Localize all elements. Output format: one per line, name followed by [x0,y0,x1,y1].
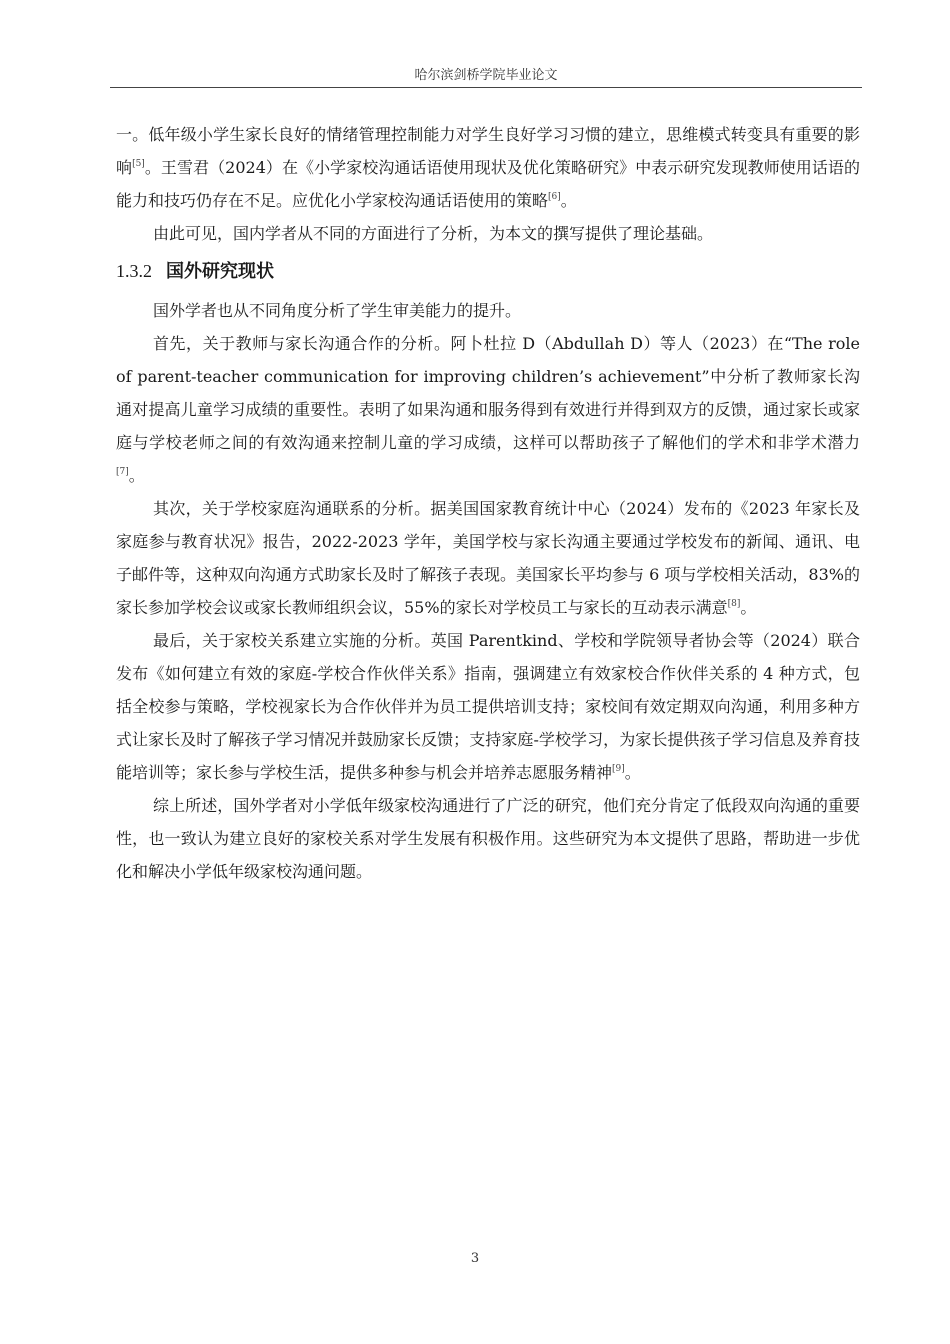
section-title: 国外研究现状 [166,261,274,282]
running-header: 哈尔滨剑桥学院毕业论文 [414,68,558,83]
paragraph-summary: 由此可见，国内学者从不同的方面进行了分析，为本文的撰写提供了理论基础。 [153,224,714,243]
paragraph: 首先，关于教师与家长沟通合作的分析。阿卜杜拉 D（Abdullah D）等人（2023）在“The role of parent-teacher communication for improving children’s achievement”中分析了教师家长沟通对提高儿童学习成绩的重要性。表明了如果沟通和服务得到有效进行并得到双方的反馈，通过家长或家庭与学校老师之间的有效沟通来控制儿童的学习成绩，这样可以帮助孩子了解他们的学术和非学术潜力[7]。 [116,334,860,485]
section-number: 1.3.2 [116,261,152,281]
header-rule [110,87,862,88]
citation-ref: [6] [548,192,561,202]
paragraph: 其次，关于学校家庭沟通联系的分析。据美国国家教育统计中心（2024）发布的《2023 年家长及家庭参与教育状况》报告，2022-2023 学年，美国学校与家长沟通主要通过学校发布的新闻、通讯、电子邮件等，这种双向沟通方式助家长及时了解孩子表现。美国家长平均参与 6 项与学校相关活动，83%的家长参加学校会议或家长教师组织会议，55%的家长对学校员工与家长的互动表示满意[8]。 [116,499,860,617]
citation-ref: [5] [132,159,145,169]
section-heading [116,253,860,290]
citation-ref: [9] [612,764,625,774]
document-body [116,118,860,888]
paragraph-continued: 一。低年级小学生家长良好的情绪管理控制能力对学生良好学习习惯的建立，思维模式转变具有重要的影响[5]。王雪君（2024）在《小学家校沟通话语使用现状及优化策略研究》中表示研究发现教师使用话语的能力和技巧仍存在不足。应优化小学家校沟通话语使用的策略[6]。 [116,125,860,210]
citation-ref: [7] [116,467,129,477]
paragraph: 国外学者也从不同角度分析了学生审美能力的提升。 [153,301,522,320]
page-number: 3 [470,1251,480,1266]
paragraph-conclusion: 综上所述，国外学者对小学低年级家校沟通进行了广泛的研究，他们充分肯定了低段双向沟通的重要性，也一致认为建立良好的家校关系对学生发展有积极作用。这些研究为本文提供了思路，帮助进一步优化和解决小学低年级家校沟通问题。 [116,796,860,881]
citation-ref: [8] [727,599,741,609]
paragraph: 最后，关于家校关系建立实施的分析。英国 Parentkind、学校和学院领导者协会等（2024）联合发布《如何建立有效的家庭-学校合作伙伴关系》指南，强调建立有效家校合作伙伴关系的 4 种方式，包括全校参与策略，学校视家长为合作伙伴并为员工提供培训支持；家校间有效定期双向沟通，利用多种方式让家长及时了解孩子学习情况并鼓励家长反馈；支持家庭-学校学习，为家长提供孩子学习信息及养育技能培训等；家长参与学校生活，提供多种参与机会并培养志愿服务精神[9]。 [116,631,860,782]
